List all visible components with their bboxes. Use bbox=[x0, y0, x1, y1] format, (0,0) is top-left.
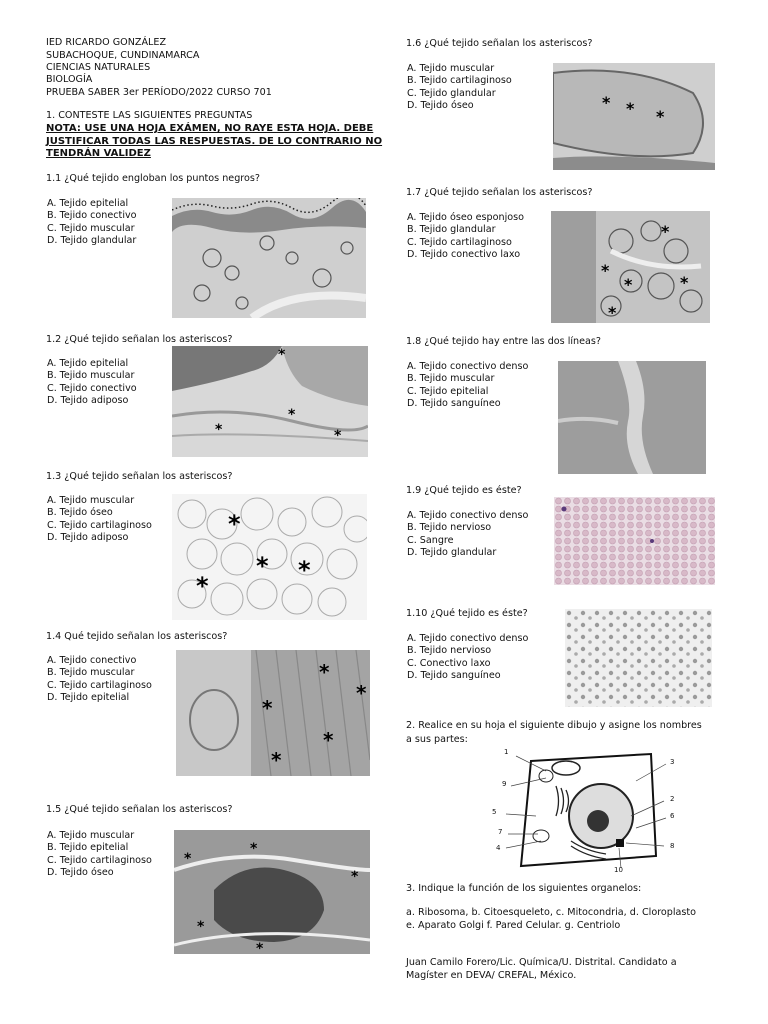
question-3-items-line-2: e. Aparato Golgi f. Pared Celular. g. Centriolo bbox=[406, 920, 621, 931]
asterisk-marker: * bbox=[656, 107, 665, 126]
question-1-2: 1.2 ¿Qué tejido señalan los asteriscos? bbox=[46, 334, 233, 345]
option: B. Tejido nervioso bbox=[407, 522, 492, 534]
option: C. Tejido cartilaginoso bbox=[47, 519, 152, 531]
question-1-3: 1.3 ¿Qué tejido señalan los asteriscos? bbox=[46, 471, 233, 482]
option: C. Tejido cartilaginoso bbox=[47, 679, 152, 691]
options-1-2 bbox=[47, 358, 137, 408]
option: B. Tejido muscular bbox=[407, 373, 495, 385]
muscle-histology-image bbox=[176, 650, 370, 776]
question-1-1: 1.1 ¿Qué tejido engloban los puntos negros? bbox=[46, 173, 260, 184]
option: B. Tejido muscular bbox=[47, 370, 135, 382]
option: A. Tejido óseo esponjoso bbox=[407, 212, 524, 223]
header-line-3: CIENCIAS NATURALES bbox=[46, 62, 151, 73]
asterisk-marker: * bbox=[319, 660, 330, 684]
asterisk-marker: * bbox=[323, 728, 334, 752]
cell-label: 4 bbox=[496, 844, 501, 852]
asterisk-marker: * bbox=[228, 510, 241, 538]
options-1-9 bbox=[407, 510, 528, 560]
asterisk-marker: * bbox=[262, 696, 273, 720]
header-line-2: SUBACHOQUE, CUNDINAMARCA bbox=[46, 50, 200, 61]
loose-connective-histology-image bbox=[565, 609, 712, 707]
asterisk-marker: * bbox=[608, 303, 617, 322]
option: D. Tejido glandular bbox=[407, 547, 497, 559]
connective-histology-image bbox=[558, 361, 706, 474]
cell-label: 6 bbox=[670, 812, 675, 820]
option: B. Tejido cartilaginoso bbox=[407, 75, 512, 87]
nota-line-1: NOTA: USE UNA HOJA EXÁMEN, NO RAYE ESTA HOJA. DEBE bbox=[46, 123, 374, 134]
option: D. Tejido epitelial bbox=[47, 692, 130, 704]
asterisk-marker: * bbox=[256, 552, 269, 580]
options-1-3 bbox=[47, 495, 152, 545]
asterisk-marker: * bbox=[351, 869, 359, 885]
instruction-text: 1. CONTESTE LAS SIGUIENTES PREGUNTAS bbox=[46, 110, 253, 121]
cell-label: 10 bbox=[614, 866, 623, 874]
cell-label: 3 bbox=[670, 758, 675, 766]
nota-line-3: TENDRÁN VALIDEZ bbox=[46, 148, 151, 159]
option: A. Tejido muscular bbox=[47, 830, 135, 841]
header-line-4: BIOLOGÍA bbox=[46, 74, 93, 85]
options-1-5 bbox=[47, 830, 152, 880]
option: D. Tejido glandular bbox=[47, 235, 137, 247]
options-1-8 bbox=[407, 361, 528, 411]
option: C. Tejido cartilaginoso bbox=[47, 854, 152, 866]
blood-histology-image bbox=[554, 497, 715, 585]
option: A. Tejido conectivo denso bbox=[407, 510, 529, 521]
option: C. Tejido glandular bbox=[407, 87, 496, 99]
option: D. Tejido adiposo bbox=[47, 532, 129, 544]
option: D. Tejido adiposo bbox=[47, 395, 129, 407]
adipose-histology-image bbox=[172, 494, 367, 620]
cell-label: 1 bbox=[504, 748, 509, 756]
asterisk-marker: * bbox=[334, 428, 342, 444]
asterisk-marker: * bbox=[298, 556, 311, 584]
option: A. Tejido epitelial bbox=[47, 198, 129, 209]
question-3: 3. Indique la función de los siguientes organelos: bbox=[406, 883, 642, 894]
option: B. Tejido conectivo bbox=[47, 210, 137, 222]
option: D. Tejido conectivo laxo bbox=[407, 249, 521, 261]
cell-label: 7 bbox=[498, 828, 503, 836]
option: C. Conectivo laxo bbox=[407, 657, 491, 669]
cell-label: 8 bbox=[670, 842, 675, 850]
asterisk-marker: * bbox=[278, 347, 286, 363]
author-line-2: Magíster en DEVA/ CREFAL, México. bbox=[406, 970, 577, 981]
cartilage-histology-image bbox=[553, 63, 715, 170]
option: A. Tejido muscular bbox=[47, 495, 135, 506]
question-1-7: 1.7 ¿Qué tejido señalan los asteriscos? bbox=[406, 187, 593, 198]
option: D. Tejido sanguíneo bbox=[407, 670, 501, 682]
option: D. Tejido óseo bbox=[407, 100, 474, 112]
options-1-7 bbox=[407, 212, 524, 262]
cell-label: 2 bbox=[670, 795, 675, 803]
cell-label: 9 bbox=[502, 780, 507, 788]
option: C. Sangre bbox=[407, 534, 454, 546]
option: B. Tejido glandular bbox=[407, 224, 496, 236]
author-line-1: Juan Camilo Forero/Lic. Química/U. Distrital. Candidato a bbox=[406, 957, 677, 968]
header-line-5: PRUEBA SABER 3er PERÍODO/2022 CURSO 701 bbox=[46, 87, 272, 98]
header-line-1: IED RICARDO GONZÁLEZ bbox=[46, 37, 167, 48]
asterisk-marker: * bbox=[250, 841, 258, 857]
option: B. Tejido óseo bbox=[47, 507, 113, 519]
asterisk-marker: * bbox=[196, 572, 209, 600]
cell-label: 5 bbox=[492, 808, 497, 816]
asterisk-marker: * bbox=[602, 93, 611, 112]
question-1-10: 1.10 ¿Qué tejido es éste? bbox=[406, 608, 528, 619]
option: C. Tejido cartilaginoso bbox=[407, 236, 512, 248]
option: C. Tejido muscular bbox=[47, 222, 135, 234]
option: D. Tejido sanguíneo bbox=[407, 398, 501, 410]
options-1-4 bbox=[47, 655, 152, 705]
option: A. Tejido muscular bbox=[407, 63, 495, 74]
options-1-1 bbox=[47, 198, 137, 248]
question-1-6: 1.6 ¿Qué tejido señalan los asteriscos? bbox=[406, 38, 593, 49]
cell-diagram bbox=[486, 746, 691, 876]
question-3-items-line-1: a. Ribosoma, b. Citoesqueleto, c. Mitocondria, d. Cloroplasto bbox=[406, 907, 697, 918]
bone-histology-image bbox=[174, 830, 370, 954]
asterisk-marker: * bbox=[215, 422, 223, 438]
option: C. Tejido epitelial bbox=[407, 385, 489, 397]
option: B. Tejido nervioso bbox=[407, 645, 492, 657]
asterisk-marker: * bbox=[356, 681, 367, 705]
question-1-9: 1.9 ¿Qué tejido es éste? bbox=[406, 485, 522, 496]
question-1-5: 1.5 ¿Qué tejido señalan los asteriscos? bbox=[46, 804, 233, 815]
question-2-line-2: a sus partes: bbox=[406, 734, 468, 745]
option: B. Tejido epitelial bbox=[47, 842, 129, 854]
asterisk-marker: * bbox=[680, 273, 689, 292]
option: A. Tejido conectivo bbox=[47, 655, 137, 666]
asterisk-marker: * bbox=[271, 748, 282, 772]
options-1-10 bbox=[407, 633, 528, 683]
option: B. Tejido muscular bbox=[47, 667, 135, 679]
epithelium-histology-image bbox=[172, 346, 368, 457]
question-2-line-1: 2. Realice en su hoja el siguiente dibujo y asigne los nombres bbox=[406, 720, 702, 731]
option: A. Tejido conectivo denso bbox=[407, 361, 529, 372]
asterisk-marker: * bbox=[256, 941, 264, 954]
asterisk-marker: * bbox=[288, 407, 296, 423]
question-1-8: 1.8 ¿Qué tejido hay entre las dos líneas? bbox=[406, 336, 601, 347]
asterisk-marker: * bbox=[601, 261, 610, 280]
question-1-4: 1.4 Qué tejido señalan los asteriscos? bbox=[46, 631, 228, 642]
options-1-6 bbox=[407, 63, 512, 113]
option: A. Tejido conectivo denso bbox=[407, 633, 529, 644]
nota-line-2: JUSTIFICAR TODAS LAS RESPUESTAS. DE LO CONTRARIO NO bbox=[46, 136, 383, 147]
option: A. Tejido epitelial bbox=[47, 358, 129, 369]
asterisk-marker: * bbox=[626, 99, 635, 118]
asterisk-marker: * bbox=[624, 275, 633, 294]
asterisk-marker: * bbox=[661, 222, 670, 241]
asterisk-marker: * bbox=[197, 919, 205, 935]
glandular-histology-image bbox=[551, 211, 710, 323]
option: D. Tejido óseo bbox=[47, 867, 114, 879]
option: C. Tejido conectivo bbox=[47, 382, 137, 394]
skin-histology-image bbox=[172, 198, 366, 318]
asterisk-marker: * bbox=[184, 851, 192, 867]
